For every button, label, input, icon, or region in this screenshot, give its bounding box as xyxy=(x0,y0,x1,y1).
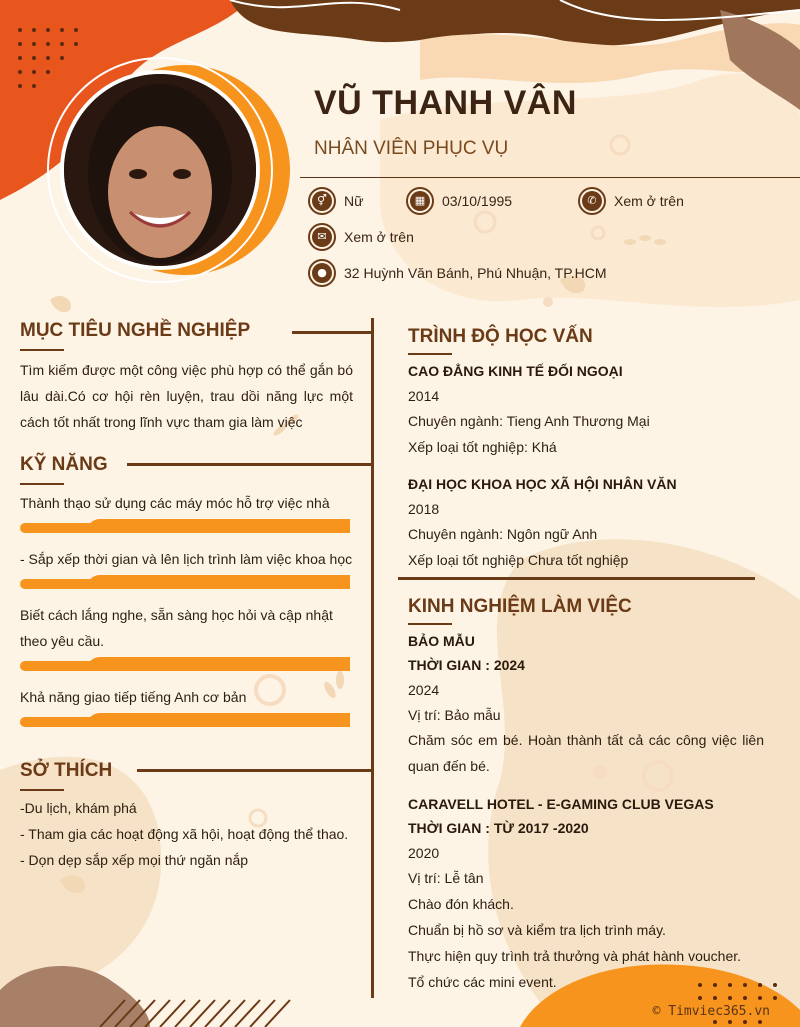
skills-rule xyxy=(127,463,372,466)
experience-2-period: THỜI GIAN : TỪ 2017 -2020 xyxy=(408,820,589,836)
email-value: Xem ở trên xyxy=(344,229,414,245)
skill-3-label-cont: theo yêu cầu. xyxy=(20,633,105,649)
education-title: TRÌNH ĐỘ HỌC VẤN xyxy=(408,326,593,347)
experience-1-period: THỜI GIAN : 2024 xyxy=(408,657,525,673)
header-divider xyxy=(300,177,800,178)
hobby-item: -Du lịch, khám phá xyxy=(20,800,137,816)
education-underline xyxy=(408,353,452,355)
education-2-major: Chuyên ngành: Ngôn ngữ Anh xyxy=(408,526,598,542)
avatar-photo xyxy=(64,74,256,266)
skills-title: KỸ NĂNG xyxy=(20,454,108,475)
skill-1-bar xyxy=(20,519,350,533)
experience-2-desc-line: Chào đón khách. xyxy=(408,896,514,912)
experience-1-position: Vị trí: Bảo mẫu xyxy=(408,707,501,723)
experience-1-company: BẢO MẪU xyxy=(408,633,475,649)
skill-4-label: Khả năng giao tiếp tiếng Anh cơ bản xyxy=(20,689,247,705)
hobby-item: - Tham gia các hoạt động xã hội, hoạt động thể thao. xyxy=(20,826,349,842)
skill-3-bar xyxy=(20,657,350,671)
experience-underline xyxy=(408,623,452,625)
calendar-icon: ▦ xyxy=(406,187,434,215)
objective-underline xyxy=(20,349,64,351)
experience-2-desc-line: Chuẩn bị hồ sơ và kiểm tra lịch trình máy. xyxy=(408,922,666,938)
experience-1-year: 2024 xyxy=(408,682,440,698)
experience-1-desc: Chăm sóc em bé. Hoàn thành tất cả các công việc liên quan đến bé. xyxy=(408,732,764,774)
contact-address xyxy=(308,259,607,287)
gender-value: Nữ xyxy=(344,193,364,209)
phone-icon: ✆ xyxy=(578,187,606,215)
phone-value: Xem ở trên xyxy=(614,193,684,209)
contact-email xyxy=(308,223,414,251)
objective-rule xyxy=(292,331,372,334)
education-2-grade: Xếp loại tốt nghiệp Chưa tốt nghiệp xyxy=(408,552,629,568)
skills-underline xyxy=(20,483,64,485)
skill-4-bar xyxy=(20,713,350,727)
experience-2-desc-line: Thực hiện quy trình trả thưởng và phát hành voucher. xyxy=(408,948,742,964)
skill-3-label: Biết cách lắng nghe, sẵn sàng học hỏi và cập nhật xyxy=(20,607,333,623)
job-title: NHÂN VIÊN PHỤC VỤ xyxy=(314,138,509,159)
address-value: 32 Huỳnh Văn Bánh, Phú Nhuận, TP.HCM xyxy=(344,265,607,281)
objective-title: MỤC TIÊU NGHỀ NGHIỆP xyxy=(20,320,251,341)
skill-1-label: Thành thạo sử dụng các máy móc hỗ trợ việc nhà xyxy=(20,495,330,511)
hobbies-title: SỞ THÍCH xyxy=(20,760,113,781)
hobbies-rule xyxy=(137,769,372,772)
skill-2-label: - Sắp xếp thời gian và lên lịch trình làm việc khoa học xyxy=(20,551,353,567)
birthday-value: 03/10/1995 xyxy=(442,193,513,209)
column-divider xyxy=(371,318,374,998)
location-pin-icon: ● xyxy=(308,259,336,287)
avatar xyxy=(60,70,260,270)
objective-text: Tìm kiếm được một công việc phù hợp có thể gắn bó lâu dài.Có cơ hội rèn luyện, trau dồi năng lực một cách tốt nhất trong lĩnh vực tham gia làm việc xyxy=(20,362,353,430)
experience-2-year: 2020 xyxy=(408,845,440,861)
education-2-year: 2018 xyxy=(408,501,440,517)
education-1-school: CAO ĐẲNG KINH TẾ ĐỐI NGOẠI xyxy=(408,363,623,379)
candidate-name: VŨ THANH VÂN xyxy=(314,84,577,122)
education-1-grade: Xếp loại tốt nghiệp: Khá xyxy=(408,439,557,455)
experience-2-desc-line: Tổ chức các mini event. xyxy=(408,974,557,990)
skill-2-bar xyxy=(20,575,350,589)
experience-2-position: Vị trí: Lễ tân xyxy=(408,870,484,886)
experience-2-company: CARAVELL HOTEL - E-GAMING CLUB VEGAS xyxy=(408,796,714,812)
watermark: © Timviec365.vn xyxy=(652,1004,770,1019)
hobbies-underline xyxy=(20,789,64,791)
education-1-major: Chuyên ngành: Tieng Anh Thương Mại xyxy=(408,413,650,429)
education-experience-divider xyxy=(398,577,755,580)
contact-phone xyxy=(578,187,684,215)
contact-gender xyxy=(308,187,363,215)
email-icon: ✉ xyxy=(308,223,336,251)
experience-title: KINH NGHIỆM LÀM VIỆC xyxy=(408,596,632,617)
education-1-year: 2014 xyxy=(408,388,440,404)
education-2-school: ĐẠI HỌC KHOA HỌC XÃ HỘI NHÂN VĂN xyxy=(408,476,677,492)
contact-birthday xyxy=(406,187,512,215)
gender-icon: ⚥ xyxy=(308,187,336,215)
hobby-item: - Dọn dẹp sắp xếp mọi thứ ngăn nắp xyxy=(20,852,249,868)
